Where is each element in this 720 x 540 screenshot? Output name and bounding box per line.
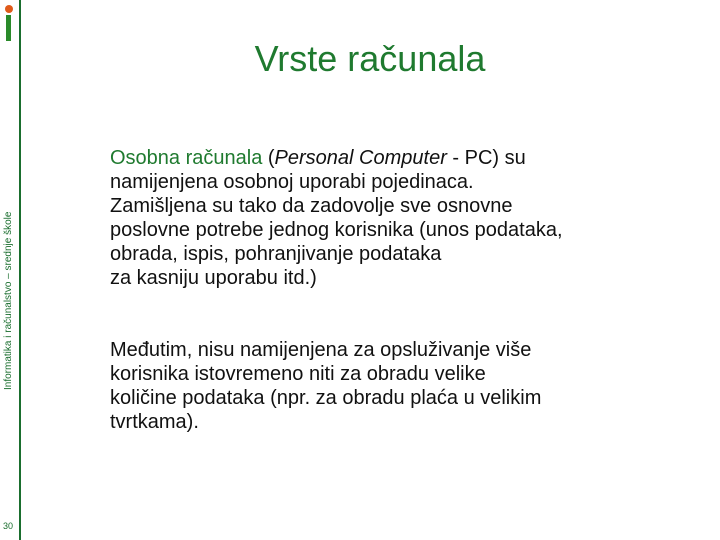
paragraph-line: obrada, ispis, pohranjivanje podataka [110,243,442,265]
paragraph-line: Zamišljena su tako da zadovolje sve osnovne [110,195,513,217]
paragraph-line: namijenjena osobnoj uporabi pojedinaca. [110,171,474,193]
term-highlight: Osobna računala [110,147,263,169]
page-number: 30 [2,521,13,531]
paragraph-line: količine podataka (npr. za obradu plaća u velikim [110,387,542,409]
paragraph-line: za kasniju uporabu itd.) [110,267,317,289]
text-span: - PC) su [446,147,526,169]
paragraph-personal-computers [110,146,690,290]
paragraph-line: poslovne potrebe jednog korisnika (unos podataka, [110,219,563,241]
paragraph-line: korisnika istovremeno niti za obradu velike [110,363,486,385]
english-term: Personal Computer [274,147,447,169]
course-vertical-label: Informatika i računalstvo – srednje škole [3,211,14,390]
paragraph-limitations [110,338,690,434]
paragraph-line: tvrtkama). [110,411,199,433]
slide-title: Vrste računala [254,38,486,79]
paragraph-line: Međutim, nisu namijenjena za opsluživanje više [110,339,532,361]
sidebar-accent-line [19,0,21,540]
publisher-logo [1,3,15,43]
text-span: ( [262,147,275,169]
paragraph-line [110,146,690,170]
slide-body [110,146,690,482]
